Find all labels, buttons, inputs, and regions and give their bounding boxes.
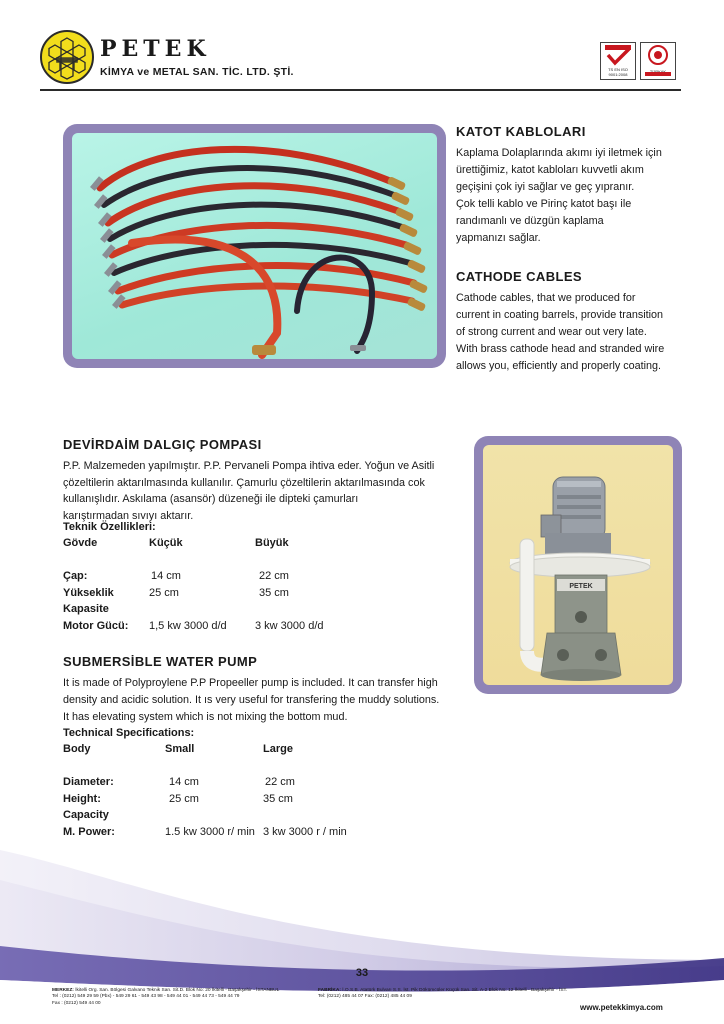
katot-line: Çok telli kablo ve Pirinç katot başı ile	[456, 198, 632, 210]
turkak-certificate-badge	[640, 42, 676, 80]
pompa-spec-title: Teknik Özellikleri:	[63, 521, 156, 533]
cathode-line: Cathode cables, that we produced for	[456, 292, 636, 304]
spec-label: Height:	[63, 792, 101, 805]
pump-line: density and acidic solution. It ıs very useful for transfering the muddy solutions.	[63, 694, 440, 706]
pompa-line: P.P. Malzemeden yapılmıştır. P.P. Pervaneli Pompa ihtiva eder. Yoğun ve Asitli	[63, 460, 435, 472]
katot-line: ürettiğimiz, katot kabloları kuvvetli akım	[456, 164, 644, 176]
spec-small: 1,5 kw 3000 d/d	[149, 619, 227, 632]
pompa-spec-table	[63, 537, 324, 636]
spec-row	[63, 793, 347, 810]
spec-row	[63, 554, 324, 571]
spec-large	[263, 760, 347, 777]
pompa-line: karıştırmadan sıvıyı aktarır.	[63, 509, 194, 522]
company-logo	[40, 30, 94, 84]
spec-row	[63, 603, 324, 620]
header-divider	[40, 89, 681, 91]
spec-small: 25 cm	[169, 792, 199, 805]
spec-row	[63, 570, 324, 587]
spec-label: Yükseklik	[63, 586, 114, 599]
spec-large	[255, 554, 324, 571]
cathode-cables-photo	[72, 133, 437, 359]
merkez-label: MERKEZ:	[52, 988, 74, 993]
pump-heading: SUBMERSİBLE WATER PUMP	[63, 654, 258, 669]
footer-factory	[318, 988, 567, 1001]
cathode-line: allows you, efficiently and properly coating.	[456, 360, 662, 372]
brand-subtitle: KİMYA ve METAL SAN. TİC. LTD. ŞTİ.	[100, 66, 294, 78]
spec-small	[149, 554, 255, 571]
spec-large: 3 kw 3000 r / min	[263, 825, 347, 838]
pump-photo-frame	[474, 436, 682, 694]
turkak-seal-icon	[641, 43, 675, 69]
cert-stripe	[645, 72, 671, 76]
spec-large: 35 cm	[263, 792, 293, 805]
cathode-line: current in coating barrels, provide transition	[456, 309, 664, 321]
spec-label: Motor Gücü:	[63, 619, 129, 632]
spec-label	[63, 554, 149, 571]
cert-line: TS EN ISO	[608, 67, 628, 72]
pompa-heading: DEVİRDAİM DALGIÇ POMPASI	[63, 437, 262, 452]
spec-large	[255, 603, 324, 620]
honeycomb-logo-icon	[42, 32, 92, 82]
katot-line: Kaplama Dolaplarında akımı iyi iletmek için	[456, 147, 662, 159]
spec-small	[149, 603, 255, 620]
pump-spec-table	[63, 743, 347, 842]
iso-certificate-badge	[600, 42, 636, 80]
katot-paragraph	[456, 145, 662, 247]
spec-row	[63, 537, 324, 554]
spec-large: 35 cm	[259, 586, 289, 599]
pump-line: It is made of Polyproylene P.P Propeeller pump is included. It can transfer high	[63, 677, 438, 689]
pompa-line: çözeltilerin aktarılmasında kullanılır. Çamurlu çözeltilerin aktarılmasında cok	[63, 476, 425, 489]
spec-label: Body	[63, 743, 91, 755]
merkez-phone: Tel : (0212) 549 29 59 (Pbx) - 549 29 61 - 549 43 98 - 549 44 01 - 549 44 73 - 549 44 79	[52, 994, 240, 1000]
cathode-line: With brass cathode head and stranded wire	[456, 343, 665, 355]
footer-headquarters	[52, 988, 279, 1007]
spec-small: 14 cm	[151, 570, 181, 582]
spec-small: Small	[165, 743, 195, 755]
katot-line: yapmanızı sağlar.	[456, 232, 541, 244]
cathode-line: of strong current and wear out very late.	[456, 326, 647, 338]
spec-label: Diameter:	[63, 776, 114, 788]
spec-label: Gövde	[63, 537, 98, 549]
page-number: 33	[355, 967, 369, 979]
spec-row	[63, 760, 347, 777]
pump-line: It has elevating system which is not mixing the bottom mud.	[63, 711, 348, 723]
spec-small: 25 cm	[149, 586, 179, 599]
spec-label: Capacity	[63, 809, 109, 821]
spec-row	[63, 776, 347, 793]
spec-label	[63, 760, 165, 777]
website-link[interactable]: www.petekkimya.com	[580, 1003, 663, 1012]
spec-label: M. Power:	[63, 825, 115, 838]
spec-row	[63, 809, 347, 826]
spec-large: Large	[263, 743, 293, 755]
pump-photo	[483, 445, 673, 685]
pump-paragraph	[63, 675, 439, 726]
spec-label: Çap:	[63, 570, 88, 582]
spec-large	[263, 809, 347, 826]
spec-row	[63, 587, 324, 604]
submersible-pump-illustration	[483, 445, 673, 685]
pompa-line: kullanışlıdır. Askılama (asansör) düzeneği ile dipteki çamurları	[63, 493, 359, 505]
checkmark-icon	[601, 43, 635, 67]
cathode-cables-photo-frame	[63, 124, 446, 368]
katot-heading: KATOT KABLOLARI	[456, 124, 586, 139]
pompa-paragraph	[63, 458, 434, 524]
spec-small	[165, 809, 263, 826]
spec-small: 1.5 kw 3000 r/ min	[165, 825, 255, 838]
spec-large: Büyük	[255, 537, 289, 549]
spec-small: 14 cm	[169, 776, 199, 788]
merkez-fax: Fax : (0212) 549 44 00	[52, 1000, 101, 1006]
spec-row	[63, 620, 324, 637]
merkez-address: İkitelli Org. San. Bölgesi Galvano Teknik San. Sit.D. Blok No: 20 İkitelli - Başakşehir - İSTANBUL	[75, 988, 280, 993]
katot-line: randımanlı ve düzgün kaplama	[456, 215, 604, 227]
cathode-paragraph	[456, 290, 664, 375]
spec-small	[165, 760, 263, 777]
spec-large: 22 cm	[259, 570, 289, 582]
spec-large: 22 cm	[265, 776, 295, 788]
fabrika-address: İ.O.S.B. Atatürk Bulvarı S.S. İst. Pik Dökümcüler Küçük San. Sit. A-2 Blok No: 12 İkitelli - Başakşehir - İST.	[342, 988, 568, 993]
brand-name: PETEK	[100, 36, 211, 62]
cert-line: 9001:2008	[608, 71, 628, 77]
spec-large: 3 kw 3000 d/d	[255, 619, 324, 632]
spec-row	[63, 743, 347, 760]
cathode-heading: CATHODE CABLES	[456, 269, 582, 284]
cathode-cables-illustration	[72, 133, 437, 359]
spec-small: Küçük	[149, 537, 183, 549]
fabrika-phone: Tel: (0212) 485 44 07 Fax: (0212) 485 44 09	[318, 994, 412, 1000]
spec-label: Kapasite	[63, 603, 109, 615]
pump-brand-label: PETEK	[569, 583, 593, 590]
katot-line: geçişini çok iyi sağlar ve geç yıpranır.	[456, 181, 635, 193]
pump-spec-title: Technical Specifications:	[63, 727, 195, 739]
fabrika-label: FABRİKA:	[318, 988, 341, 993]
